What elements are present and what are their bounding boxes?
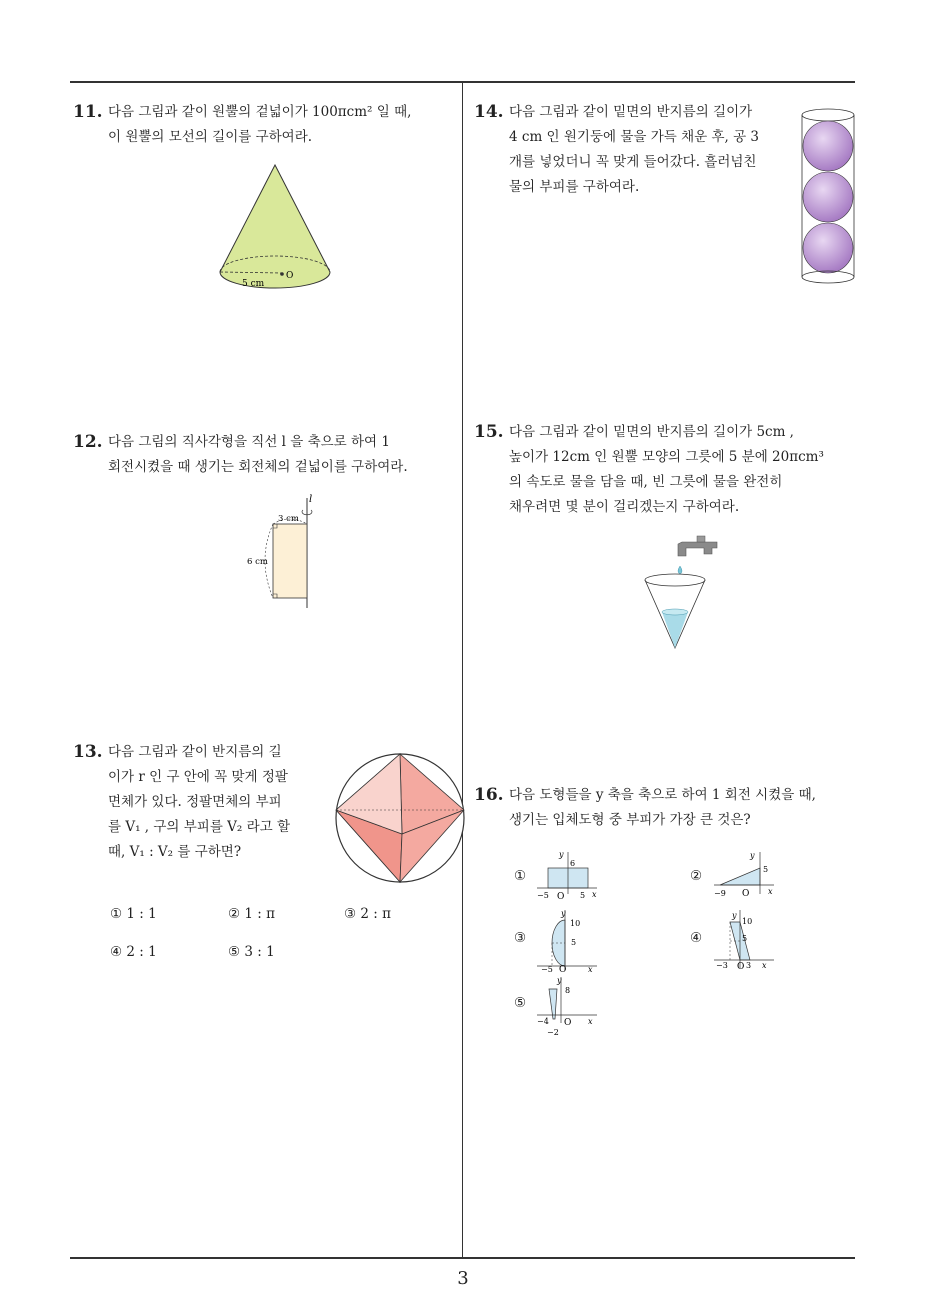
svg-text:x: x [762,961,767,970]
svg-text:5: 5 [580,891,586,900]
column-divider [462,82,463,1258]
q16-figure-3 [533,908,603,973]
svg-text:−9: −9 [714,889,726,898]
svg-text:−5: −5 [541,965,553,973]
question-15 [474,420,864,520]
svg-text:6: 6 [570,859,576,868]
octahedron-in-sphere-figure [330,748,470,888]
svg-text:5: 5 [763,865,769,874]
svg-text:−5: −5 [537,891,549,900]
svg-text:3: 3 [746,961,752,970]
svg-text:8: 8 [565,986,571,995]
q16-figure-2 [710,848,780,903]
svg-text:−3: −3 [716,961,728,970]
question-16 [474,783,864,833]
svg-text:y: y [750,851,755,860]
cone-radius-label: 5 cm [242,279,265,289]
svg-text:10: 10 [570,919,581,928]
q16-choice-2[interactable]: ② [690,868,703,884]
question-text: 다음 그림과 같이 원뿔의 겉넓이가 100πcm² 일 때, 이 원뿔의 모선의 길이를 구하여라. [108,104,412,145]
faucet-cone-figure [640,530,735,655]
question-number: 13. [73,742,103,762]
choice-4[interactable]: ④ 2 : 1 [110,944,157,960]
svg-text:y: y [557,976,562,985]
svg-text:x: x [588,1017,593,1026]
svg-text:5: 5 [742,934,748,943]
svg-text:10: 10 [742,917,753,926]
cylinder-spheres-figure [795,105,861,290]
q16-choice-1[interactable]: ① [514,868,527,884]
question-12 [73,430,458,480]
svg-text:O: O [559,965,567,973]
svg-text:y: y [732,911,737,920]
svg-text:5: 5 [571,938,577,947]
height-label: 6 cm [247,557,268,567]
axis-label: l [309,494,313,505]
svg-text:x: x [768,887,773,896]
question-text: 다음 그림과 같이 밑면의 반지름의 길이가 4 cm 인 원기둥에 물을 가득 채운 후, 공 3 개를 넣었더니 꼭 맞게 들어갔다. 흘러넘친 물의 부피를 구하여라. [509,104,759,195]
choice-5[interactable]: ⑤ 3 : 1 [228,944,275,960]
cone-figure [210,160,350,295]
question-text: 다음 그림의 직사각형을 직선 l 을 축으로 하여 1 회전시켰을 때 생기는 회전체의 겉넓이를 구하여라. [108,434,408,475]
q16-choice-5[interactable]: ⑤ [514,995,527,1011]
bottom-rule [70,1257,855,1259]
width-label: 3 cm [278,514,299,524]
question-number: 12. [73,432,103,452]
question-11 [73,100,453,150]
svg-text:−2: −2 [547,1028,559,1037]
svg-text:O: O [564,1018,572,1028]
svg-text:−4: −4 [537,1017,549,1026]
svg-text:O: O [742,889,750,899]
choice-3[interactable]: ③ 2 : π [344,906,391,922]
svg-text:O: O [557,892,565,902]
cone-center-label: O [286,271,294,281]
q16-figure-4 [710,908,780,973]
question-number: 15. [474,422,504,442]
svg-text:y: y [561,909,566,918]
svg-text:y: y [559,850,564,859]
rectangle-figure [245,488,335,613]
question-number: 16. [474,785,504,805]
question-number: 14. [474,102,504,122]
choice-2[interactable]: ② 1 : π [228,906,275,922]
svg-text:O: O [737,962,745,972]
svg-text:x: x [592,890,597,899]
choice-1[interactable]: ① 1 : 1 [110,906,157,922]
page-number: 3 [457,1268,469,1289]
q16-figure-1 [533,848,603,903]
question-14 [474,100,794,200]
question-number: 11. [73,102,103,122]
question-13 [73,740,333,865]
svg-text:x: x [588,965,593,973]
q16-figure-5 [533,973,603,1038]
question-text: 다음 그림과 같이 반지름의 길 이가 r 인 구 안에 꼭 맞게 정팔 면체가 있다. 정팔면체의 부피 를 V₁ , 구의 부피를 V₂ 라고 할 때, V₁ : V₂ 를 구하면? [108,744,291,860]
q16-choice-4[interactable]: ④ [690,930,703,946]
q16-choice-3[interactable]: ③ [514,930,527,946]
question-text: 다음 도형들을 y 축을 축으로 하여 1 회전 시켰을 때, 생기는 입체도형 중 부피가 가장 큰 것은? [509,787,816,828]
question-text: 다음 그림과 같이 밑면의 반지름의 길이가 5cm , 높이가 12cm 인 원뿔 모양의 그릇에 5 분에 20πcm³ 의 속도로 물을 담을 때, 빈 그릇에 물을 완전히 채우려면 몇 분이 걸리겠는지 구하여라. [509,424,824,515]
